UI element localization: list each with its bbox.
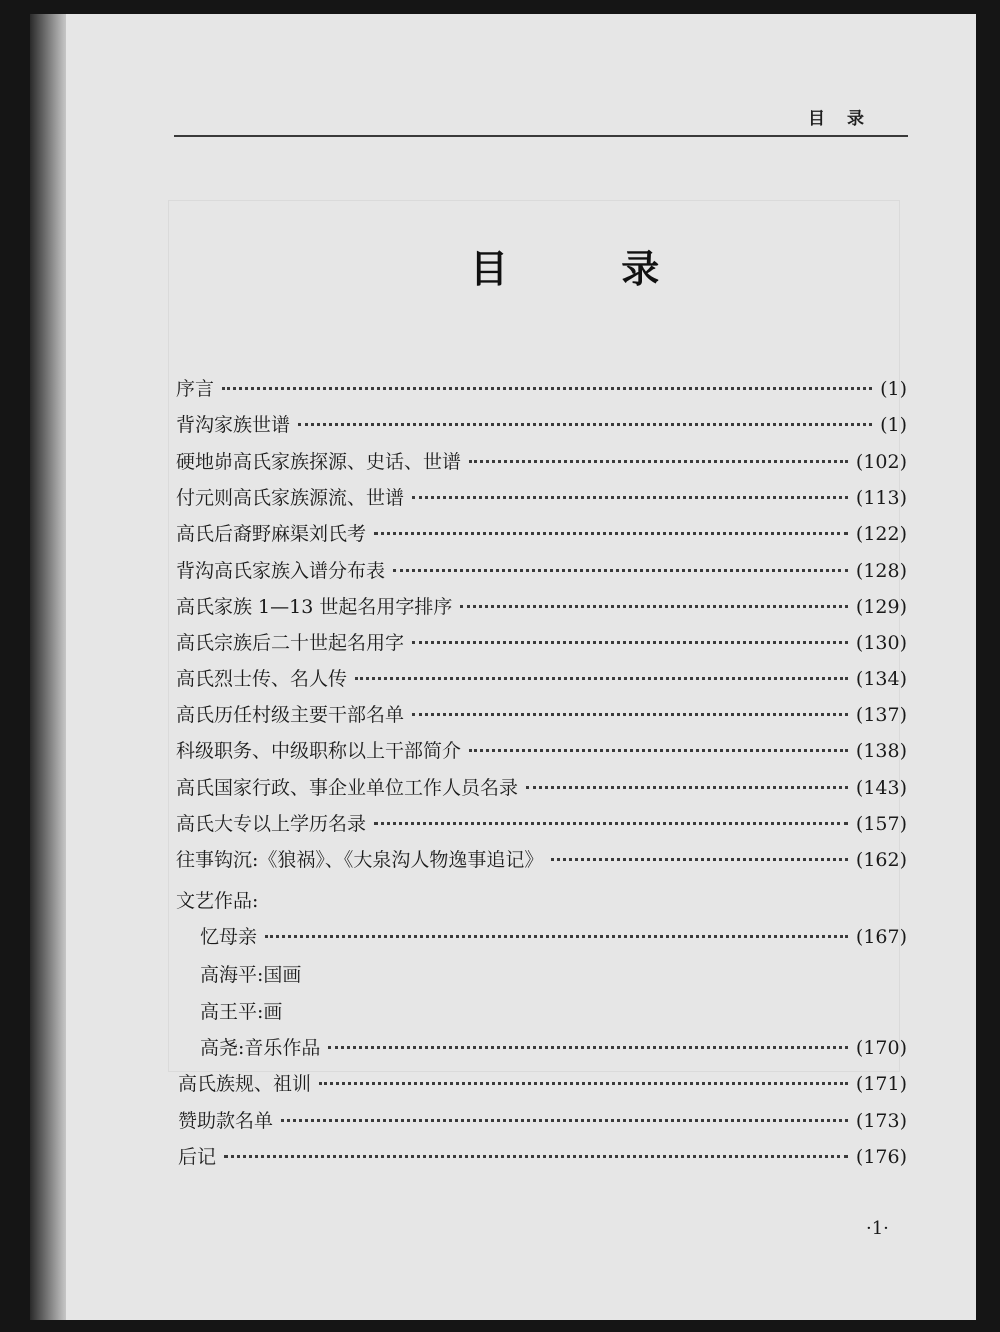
toc-entry-title: 背沟家族世谱 xyxy=(176,414,291,436)
page-number: ·1· xyxy=(866,1218,889,1239)
toc-row[interactable] xyxy=(178,1106,907,1136)
toc-dot-leader xyxy=(328,1046,848,1049)
running-head: 目录 xyxy=(808,109,886,129)
toc-entry-page: (134) xyxy=(855,668,907,690)
toc-row[interactable] xyxy=(176,809,907,839)
toc-dot-leader xyxy=(412,641,848,644)
toc-row[interactable] xyxy=(176,556,907,586)
toc-entry-page: (122) xyxy=(855,523,907,545)
toc-row[interactable] xyxy=(200,997,907,1027)
toc-entry-title: 背沟高氏家族入谱分布表 xyxy=(176,560,386,582)
toc-entry-page: (176) xyxy=(855,1146,907,1168)
toc-entry-page: (170) xyxy=(855,1037,907,1059)
toc-row[interactable] xyxy=(176,374,907,404)
toc-entry-title: 高氏后裔野麻渠刘氏考 xyxy=(176,523,367,545)
toc-entry-title: 高尧:音乐作品 xyxy=(200,1037,321,1059)
toc-entry-page: (173) xyxy=(855,1110,907,1132)
toc-entry-page: (1) xyxy=(880,378,907,400)
toc-row[interactable] xyxy=(200,960,907,990)
toc-entry-title: 忆母亲 xyxy=(200,926,258,948)
toc-dot-leader xyxy=(469,749,848,752)
toc-row[interactable] xyxy=(176,736,907,766)
toc-entry-title: 高氏家族 1—13 世起名用字排序 xyxy=(176,596,453,618)
toc-row[interactable] xyxy=(200,922,907,952)
toc-dot-leader xyxy=(281,1119,848,1122)
toc-row[interactable] xyxy=(176,483,907,513)
page-title: 目 录 xyxy=(470,246,710,291)
toc-dot-leader xyxy=(298,423,872,426)
toc-entry-page: (157) xyxy=(855,813,907,835)
toc-entry-page: (130) xyxy=(855,632,907,654)
toc-row[interactable] xyxy=(176,447,907,477)
toc-entry-title: 高氏烈士传、名人传 xyxy=(176,668,348,690)
toc-row[interactable] xyxy=(176,773,907,803)
toc-entry-page: (1) xyxy=(880,414,907,436)
toc-entry-title: 往事钩沉:《狼祸》、《大泉沟人物逸事追记》 xyxy=(176,849,544,871)
toc-entry-title: 高氏大专以上学历名录 xyxy=(176,813,367,835)
toc-dot-leader xyxy=(393,569,848,572)
toc-entry-title: 科级职务、中级职称以上干部简介 xyxy=(176,740,462,762)
toc-dot-leader xyxy=(222,387,872,390)
toc-dot-leader xyxy=(374,822,848,825)
toc-entry-page: (102) xyxy=(855,451,907,473)
toc-entry-page: (129) xyxy=(855,596,907,618)
toc-entry-title: 高氏族规、祖训 xyxy=(178,1073,312,1095)
toc-row[interactable] xyxy=(178,1142,907,1172)
toc-dot-leader xyxy=(374,532,848,535)
toc-entry-title: 高王平:画 xyxy=(200,1001,283,1023)
toc-entry-title: 序言 xyxy=(176,378,215,400)
toc-dot-leader xyxy=(412,496,848,499)
toc-dot-leader xyxy=(319,1082,848,1085)
toc-entry-page: (143) xyxy=(855,777,907,799)
header-rule xyxy=(174,135,908,137)
toc-dot-leader xyxy=(551,858,848,861)
toc-row[interactable] xyxy=(178,1069,907,1099)
toc-dot-leader xyxy=(460,605,848,608)
toc-entry-page: (138) xyxy=(855,740,907,762)
toc-entry-title: 后记 xyxy=(178,1146,217,1168)
toc-row[interactable] xyxy=(176,519,907,549)
toc-dot-leader xyxy=(355,677,848,680)
toc-entry-title: 文艺作品: xyxy=(176,890,259,912)
toc-entry-title: 高氏历任村级主要干部名单 xyxy=(176,704,405,726)
toc-section-heading xyxy=(176,886,907,916)
toc-row[interactable] xyxy=(176,700,907,730)
toc-entry-title: 高海平:国画 xyxy=(200,964,302,986)
toc-entry-page: (137) xyxy=(855,704,907,726)
toc-row[interactable] xyxy=(176,592,907,622)
toc-entry-page: (167) xyxy=(855,926,907,948)
toc-dot-leader xyxy=(224,1155,848,1158)
toc-entry-title: 赞助款名单 xyxy=(178,1110,274,1132)
toc-row[interactable] xyxy=(200,1033,907,1063)
toc-entry-page: (128) xyxy=(855,560,907,582)
toc-row[interactable] xyxy=(176,628,907,658)
toc-entry-title: 付元则高氏家族源流、世谱 xyxy=(176,487,405,509)
toc-dot-leader xyxy=(412,713,848,716)
toc-entry-page: (171) xyxy=(855,1073,907,1095)
toc-entry-page: (113) xyxy=(855,487,907,509)
toc-row[interactable] xyxy=(176,664,907,694)
toc-row[interactable] xyxy=(176,845,907,875)
toc-row[interactable] xyxy=(176,410,907,440)
toc-entry-title: 高氏国家行政、事企业单位工作人员名录 xyxy=(176,777,519,799)
toc-dot-leader xyxy=(265,935,848,938)
toc-entry-title: 高氏宗族后二十世起名用字 xyxy=(176,632,405,654)
toc-entry-page: (162) xyxy=(855,849,907,871)
toc-entry-title: 硬地峁高氏家族探源、史话、世谱 xyxy=(176,451,462,473)
toc-dot-leader xyxy=(526,786,848,789)
toc-dot-leader xyxy=(469,460,848,463)
